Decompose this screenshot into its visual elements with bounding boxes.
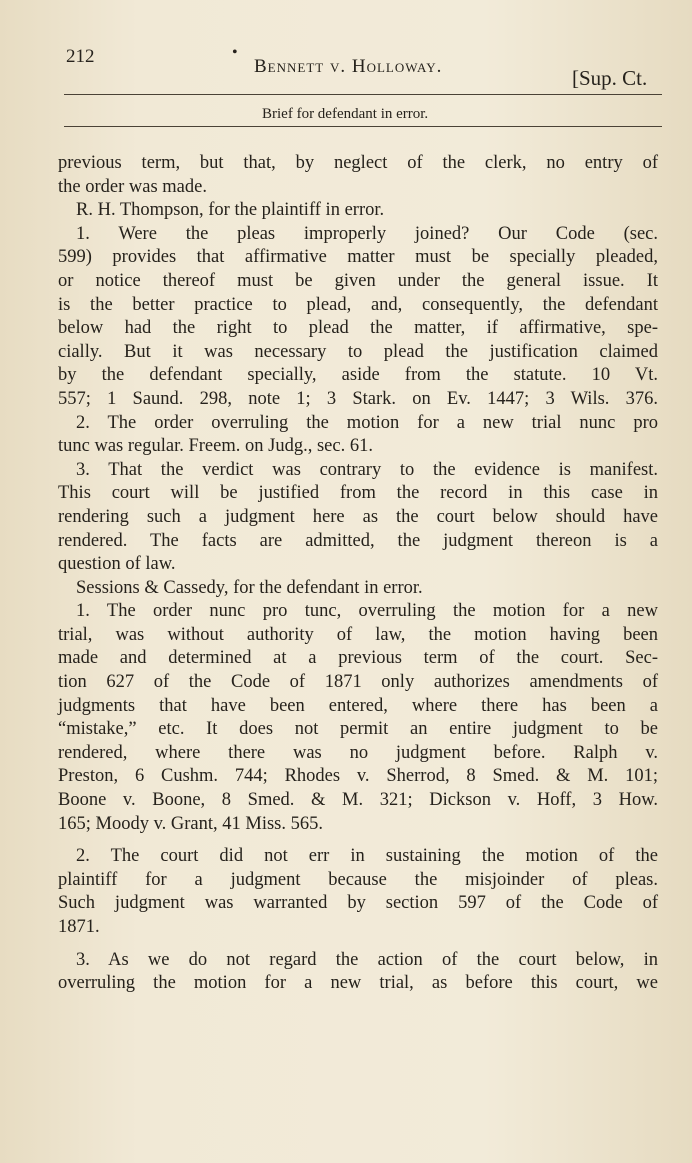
text-line: Boone v. Boone, 8 Smed. & M. 321; Dickson v. Hoff, 3 How. (58, 790, 658, 811)
text-line: judgments that have been entered, where there has been a (58, 695, 658, 716)
text-line: the order was made. (58, 176, 207, 197)
paragraph-gap (58, 940, 658, 949)
text-line: 2. The order overruling the motion for a new trial nunc pro (76, 412, 658, 433)
text-line: cially. But it was necessary to plead the justification claimed (58, 341, 658, 362)
text-line: Preston, 6 Cushm. 744; Rhodes v. Sherrod, 8 Smed. & M. 101; (58, 766, 658, 787)
text-line: made and determined at a previous term of the court. Sec- (58, 648, 658, 669)
text-line: 599) provides that affirmative matter must be specially pleaded, (58, 247, 658, 268)
text-line: This court will be justified from the record in this case in (58, 483, 658, 504)
text-line: 165; Moody v. Grant, 41 Miss. 565. (58, 813, 323, 834)
text-line: 3. As we do not regard the action of the court below, in (76, 949, 658, 970)
paragraph-gap (58, 836, 658, 845)
header-rule (64, 94, 662, 95)
text-line: question of law. (58, 554, 176, 575)
text-line: 1871. (58, 917, 100, 937)
court-label: [Sup. Ct. (572, 66, 648, 90)
text-line: rendered. The facts are admitted, the judgment thereon is a (58, 530, 658, 551)
subhead-rule (64, 126, 662, 127)
text-line: “mistake,” etc. It does not permit an entire judgment to be (58, 719, 658, 740)
text-line: tion 627 of the Code of 1871 only authorizes amendments of (58, 672, 658, 693)
text-line: rendering such a judgment here as the court below should have (58, 506, 658, 527)
text-line: Such judgment was warranted by section 597 of the Code of (58, 893, 658, 914)
text-line: by the defendant specially, aside from the statute. 10 Vt. (58, 365, 658, 386)
text-line: rendered, where there was no judgment before. Ralph v. (58, 742, 658, 763)
text-line: 1. The order nunc pro tunc, overruling the motion for a new (76, 601, 658, 622)
header-bullet: • (232, 44, 238, 61)
text-line: is the better practice to plead, and, consequently, the defendant (58, 294, 658, 315)
text-line: 557; 1 Saund. 298, note 1; 3 Stark. on Ev. 1447; 3 Wils. 376. (58, 388, 658, 409)
text-line: overruling the motion for a new trial, as before this court, we (58, 973, 658, 994)
text-line: below had the right to plead the matter, if affirmative, spe- (58, 318, 658, 339)
text-line: trial, was without authority of law, the motion having been (58, 624, 658, 645)
running-title: Bennett v. Holloway. (254, 56, 443, 77)
text-line: plaintiff for a judgment because the misjoinder of pleas. (58, 869, 658, 890)
page-number: 212 (66, 46, 95, 67)
text-line: tunc was regular. Freem. on Judg., sec. 61. (58, 436, 373, 457)
text-line: 1. Were the pleas improperly joined? Our Code (sec. (76, 223, 658, 244)
text-line: Sessions & Cassedy, for the defendant in error. (76, 577, 423, 598)
text-line: or notice thereof must be given under the general issue. It (58, 270, 658, 291)
text-line: 3. That the verdict was contrary to the evidence is manifest. (76, 459, 658, 480)
text-line: previous term, but that, by neglect of the clerk, no entry of (58, 153, 658, 173)
text-line: 2. The court did not err in sustaining the motion of the (76, 846, 658, 867)
section-subhead: Brief for defendant in error. (262, 106, 429, 122)
text-line: R. H. Thompson, for the plaintiff in error. (76, 200, 385, 221)
body-text (58, 152, 658, 996)
